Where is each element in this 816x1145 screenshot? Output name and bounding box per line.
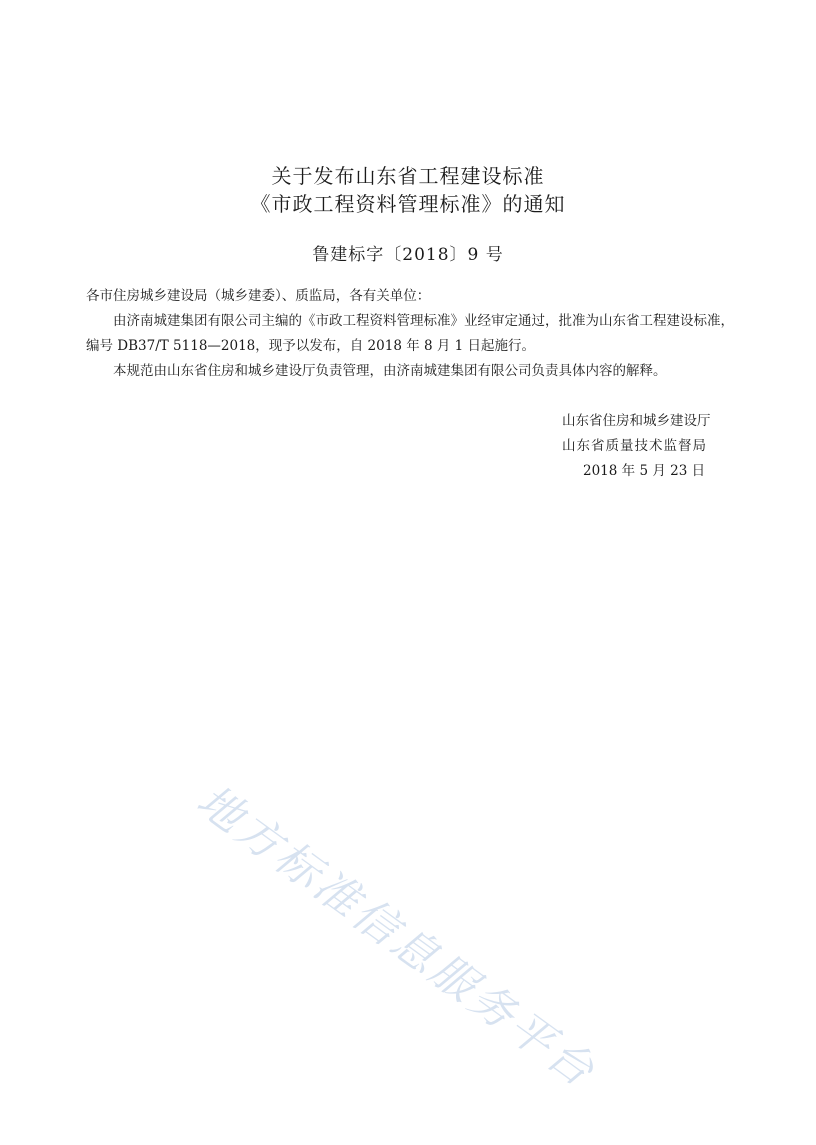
issuer-quality-bureau: 山东省质量技术监督局: [562, 438, 707, 454]
issue-date: 2018 年 5 月 23 日: [583, 463, 706, 479]
body-paragraph-1: 由济南城建集团有限公司主编的《市政工程资料管理标准》业经审定通过，批准为山东省工程建设标准，编号 DB37/T 5118—2018，现予以发布，自 2018 年 8 月 1 日起施行。: [86, 313, 734, 354]
notice-title-line-2: 《市政工程资料管理标准》的通知: [250, 192, 566, 216]
body-paragraph-2: 本规范由山东省住房和城乡建设厅负责管理，由济南城建集团有限公司负责具体内容的解释。: [113, 363, 667, 379]
watermark: 地方标准信息服务平台: [187, 775, 606, 1099]
issuer-housing-department: 山东省住房和城乡建设厅: [562, 413, 711, 429]
document-number: 鲁建标字〔2018〕9 号: [312, 245, 504, 265]
addressee-line: 各市住房城乡建设局（城乡建委）、质监局，各有关单位：: [86, 288, 431, 304]
notice-title-line-1: 关于发布山东省工程建设标准: [271, 164, 545, 188]
